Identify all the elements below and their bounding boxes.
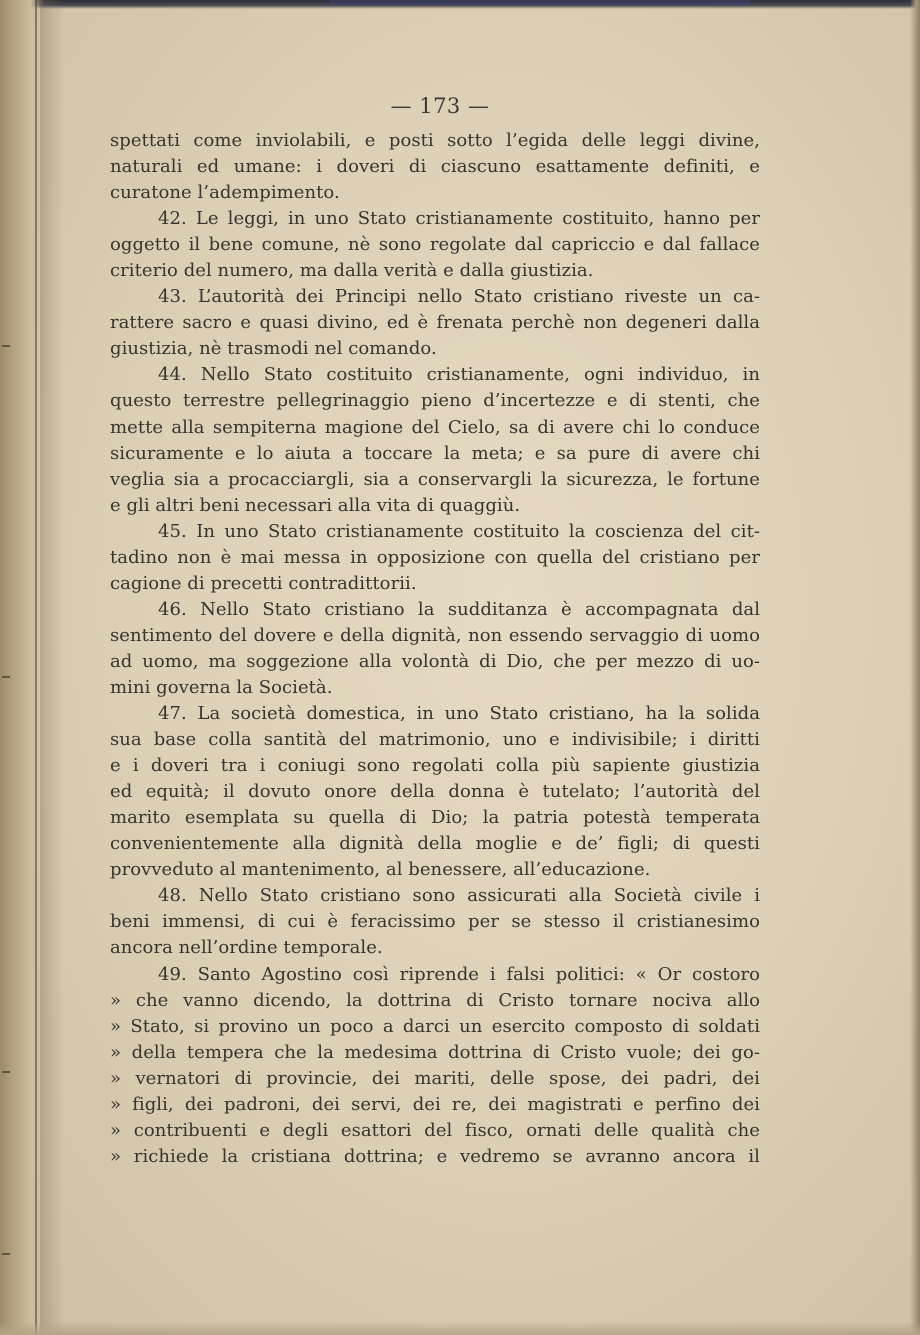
text-line: » che vanno dicendo, la dottrina di Cristo tornare nociva allo: [110, 989, 760, 1011]
text-line: tadino non è mai messa in opposizione con quella del cristiano per: [110, 546, 760, 568]
text-line: marito esemplata su quella di Dio; la patria potestà temperata: [110, 807, 760, 829]
text-line: mette alla sempiterna magione del Cielo, sa di avere chi lo conduce: [110, 416, 760, 438]
paragraph-first-line: 43. L’autorità dei Principi nello Stato cristiano riveste un ca-: [158, 286, 760, 308]
text-line: e gli altri beni necessari alla vita di quaggiù.: [110, 494, 521, 516]
text-line: » contribuenti e degli esattori del fisco, ornati delle qualità che: [110, 1119, 760, 1141]
paragraph-first-line: 46. Nello Stato cristiano la sudditanza è accompagnata dal: [158, 598, 760, 620]
text-line: sicuramente e lo aiuta a toccare la meta; e sa pure di avere chi: [110, 442, 760, 464]
text-line: sentimento del dovere e della dignità, non essendo servaggio di uomo: [110, 624, 760, 646]
text-line: » richiede la cristiana dottrina; e vedremo se avranno ancora il: [110, 1145, 760, 1167]
paragraph-first-line: 47. La società domestica, in uno Stato cristiano, ha la solida: [158, 703, 760, 725]
text-line: naturali ed umane: i doveri di ciascuno esattamente definiti, e: [110, 156, 760, 178]
text-line: convenientemente alla dignità della moglie e de’ figli; di questi: [110, 833, 760, 855]
binding-crease: [35, 0, 37, 1335]
text-line: ed equità; il dovuto onore della donna è tutelato; l’autorità del: [110, 781, 760, 803]
gutter-shadow: [40, 0, 64, 1335]
text-line: » Stato, si provino un poco a darci un esercito composto di soldati: [110, 1015, 760, 1037]
text-line: rattere sacro e quasi divino, ed è frenata perchè non degeneri dalla: [110, 312, 760, 334]
text-line: giustizia, nè trasmodi nel comando.: [110, 338, 437, 360]
text-line: oggetto il bene comune, nè sono regolate dal capriccio e dal fallace: [110, 234, 760, 256]
text-line: criterio del numero, ma dalla verità e dalla giustizia.: [110, 260, 594, 282]
paragraph-first-line: 49. Santo Agostino così riprende i falsi politici: « Or costoro: [158, 963, 760, 985]
text-line: » della tempera che la medesima dottrina di Cristo vuole; dei go-: [110, 1041, 760, 1063]
text-line: » vernatori di provincie, dei mariti, delle spose, dei padri, dei: [110, 1067, 760, 1089]
text-line: curatone l’adempimento.: [110, 182, 340, 204]
book-top-edge: [0, 0, 920, 9]
text-line: » figli, dei padroni, dei servi, dei re, dei magistrati e perfino dei: [110, 1093, 760, 1115]
page-right-edge: [910, 0, 920, 1335]
body-text: [110, 128, 760, 1170]
text-line: questo terrestre pellegrinaggio pieno d’incertezze e di stenti, che: [110, 390, 760, 412]
margin-mark: [2, 1253, 10, 1255]
text-line: e i doveri tra i coniugi sono regolati colla più sapiente giustizia: [110, 755, 760, 777]
text-line: spettati come inviolabili, e posti sotto l’egida delle leggi divine,: [110, 130, 760, 151]
text-line: mini governa la Società.: [110, 676, 333, 698]
text-line: veglia sia a procacciargli, sia a conservargli la sicurezza, le fortune: [110, 468, 760, 490]
margin-mark: [2, 1071, 10, 1073]
paragraph-first-line: 42. Le leggi, in uno Stato cristianamente costituito, hanno per: [158, 208, 760, 230]
page-number: — 173 —: [390, 94, 490, 118]
text-line: ancora nell’ordine temporale.: [110, 937, 383, 959]
book-binding: [0, 0, 44, 1335]
text-line: provveduto al mantenimento, al benessere, all’educazione.: [110, 859, 651, 881]
text-line: beni immensi, di cui è feracissimo per se stesso il cristianesimo: [110, 911, 760, 933]
text-line: sua base colla santità del matrimonio, uno e indivisibile; i diritti: [110, 729, 760, 751]
text-line: cagione di precetti contradittorii.: [110, 572, 417, 594]
text-line: ad uomo, ma soggezione alla volontà di Dio, che per mezzo di uo-: [110, 650, 760, 672]
paragraph-first-line: 44. Nello Stato costituito cristianamente, ogni individuo, in: [158, 364, 760, 386]
margin-mark: [2, 345, 10, 347]
page-bottom-edge: [0, 1321, 920, 1335]
paragraph-first-line: 48. Nello Stato cristiano sono assicurati alla Società civile i: [158, 885, 760, 907]
paragraph-first-line: 45. In uno Stato cristianamente costituito la coscienza del cit-: [158, 520, 760, 542]
margin-mark: [2, 676, 10, 678]
